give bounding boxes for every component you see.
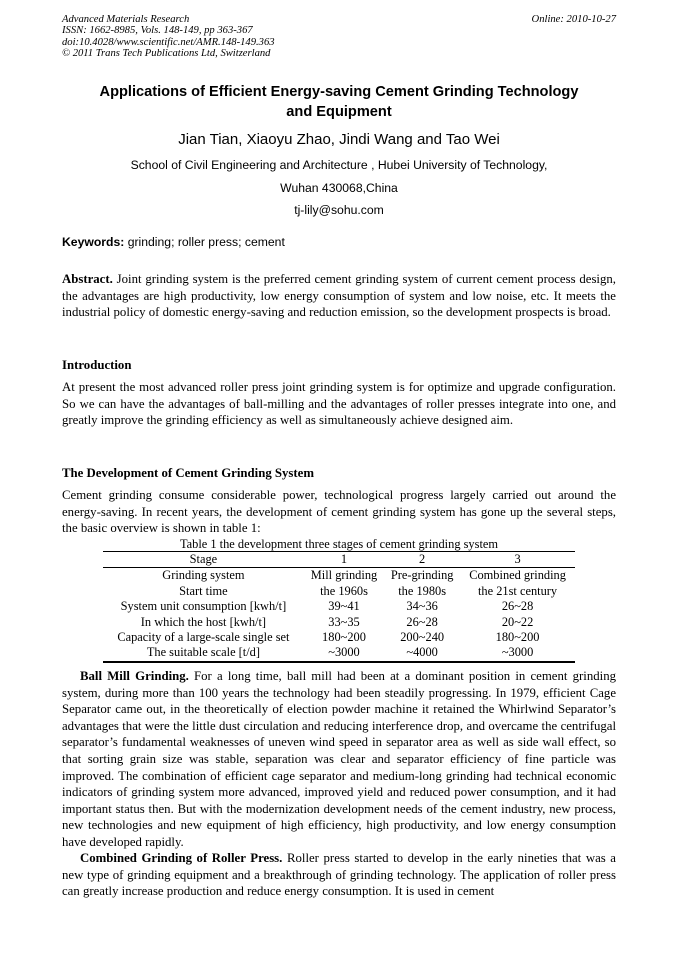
ball-mill-paragraph — [62, 668, 616, 851]
table-header-cell: 1 — [304, 552, 384, 568]
author-email[interactable]: tj-lily@sohu.com — [294, 203, 384, 217]
affiliation-line-2: Wuhan 430068,China — [280, 181, 398, 195]
keywords-label: Keywords: — [62, 235, 125, 249]
table-cell: 180~200 — [495, 630, 540, 645]
keywords — [62, 234, 285, 250]
table-cell: System unit consumption [kwh/t] — [120, 599, 287, 614]
table-row — [103, 630, 575, 645]
table-row — [103, 645, 575, 661]
journal-name: Advanced Materials Research — [62, 14, 190, 25]
abstract-label: Abstract. — [62, 272, 113, 286]
keywords-text: grinding; roller press; cement — [124, 235, 285, 249]
table-cell: Start time — [179, 583, 228, 598]
paper-title — [62, 82, 616, 122]
table-row — [103, 599, 575, 614]
table-cell: 39~41 — [328, 599, 360, 614]
table-cell: 34~36 — [406, 599, 438, 614]
table-cell: 26~28 — [501, 599, 534, 614]
combined-grinding-label: Combined Grinding of Roller Press. — [80, 851, 283, 865]
title-line-2: and Equipment — [286, 104, 392, 120]
table-cell: the 1980s — [398, 583, 447, 598]
table-cell: Capacity of a large-scale single set — [117, 630, 290, 645]
issn-line: ISSN: 1662-8985, Vols. 148-149, pp 363-367 — [62, 25, 253, 37]
development-stages-table — [103, 551, 575, 663]
table-cell: Grinding system — [162, 568, 245, 583]
journal-header — [62, 14, 275, 60]
table-cell: The suitable scale [t/d] — [103, 645, 304, 661]
table-cell: ~4000 — [384, 645, 460, 661]
combined-grinding-paragraph — [62, 850, 616, 900]
table-cell: 20~22 — [501, 614, 534, 629]
title-line-1: Applications of Efficient Energy-saving Cement Grinding Technology — [99, 84, 579, 100]
author-list: Jian Tian, Xiaoyu Zhao, Jindi Wang and Tao Wei — [178, 131, 500, 148]
table-cell: Combined grinding — [469, 568, 566, 583]
table-header-cell: Stage — [103, 552, 304, 568]
table-caption: Table 1 the development three stages of cement grinding system — [179, 537, 499, 551]
abstract-text: Joint grinding system is the preferred cement grinding system of current cement process design, the advantages are high productivity, low energy consumption of system and low noise, etc. It meets the industrial policy of domestic energy-saving and reduction emission, so the development prospects is broad. — [62, 272, 616, 320]
table-cell: Mill grinding — [310, 568, 378, 583]
development-paragraph: Cement grinding consume considerable power, technological progress largely carried out around the energy-saving. In recent years, the development of cement grinding system has gone up the several steps, the basic overview is shown in table 1: — [62, 488, 616, 536]
introduction-paragraph: At present the most advanced roller press joint grinding system is for optimize and upgrade configuration. So we can have the advantages of ball-milling and the advantages of roller presses integrate into one, and greatly improve the grinding efficiency as well as simultaneously achieve designed aim. — [62, 380, 616, 428]
online-date: Online: 2010-10-27 — [531, 14, 616, 25]
combined-grinding-text: Roller press started to develop in the early nineties that was a new type of grinding equipment and a breakthrough of grinding technology. The application of roller press can greatly increase production and reduce energy consumption. It is used in cement — [62, 851, 616, 899]
table-cell: ~3000 — [460, 645, 575, 661]
table-cell: the 21st century — [477, 583, 558, 598]
affiliation-line-1: School of Civil Engineering and Architecture , Hubei University of Technology, — [130, 158, 548, 172]
table-cell: 180~200 — [322, 630, 366, 645]
development-heading: The Development of Cement Grinding System — [62, 466, 315, 480]
ball-mill-text: For a long time, ball mill had been at a dominant position in cement grinding system, during more than 100 years the technology had been steadily progressing. In 1979, efficient Cage Separator came out, in the theoretically of election powder machine it retained the Whirlwind Separator’s advantages that were the little dust circulation and reducing interference drop, and overcame the centrifugal separator’s fundamental weaknesses of uneven wind speed in separator area as well as side wall effect, so that sorting grain size was stable, separation was clear and separator efficiency of fine particle was improved. The combination of efficient cage separator and medium-long grinding had technical economic indicators of grinding system more advanced, improved yield and reduced power consumption, and it had important status then. But with the modernization development needs of the cement industry, new process, new technologies and new equipment of high efficiency, high productivity, and low energy consumption have developed rapidly. — [62, 669, 616, 849]
abstract-paragraph — [62, 271, 616, 321]
table-header-row — [103, 552, 575, 568]
table-cell: Pre-grinding — [390, 568, 454, 583]
table-header-cell: 2 — [384, 552, 460, 568]
table-cell: 26~28 — [406, 614, 438, 629]
table-cell: In which the host [kwh/t] — [140, 614, 267, 629]
ball-mill-label: Ball Mill Grinding. — [80, 669, 189, 683]
table-row — [103, 584, 575, 599]
copyright-line: © 2011 Trans Tech Publications Ltd, Switzerland — [62, 48, 271, 60]
table-row — [103, 568, 575, 584]
table-row — [103, 615, 575, 630]
table-cell: 200~240 — [400, 630, 445, 645]
table-cell: 33~35 — [328, 614, 360, 629]
introduction-heading: Introduction — [62, 358, 132, 372]
table-header-cell: 3 — [460, 552, 575, 568]
table-cell: the 1960s — [320, 583, 368, 598]
doi-line[interactable]: doi:10.4028/www.scientific.net/AMR.148-149.363 — [62, 36, 275, 48]
table-cell: ~3000 — [304, 645, 384, 661]
